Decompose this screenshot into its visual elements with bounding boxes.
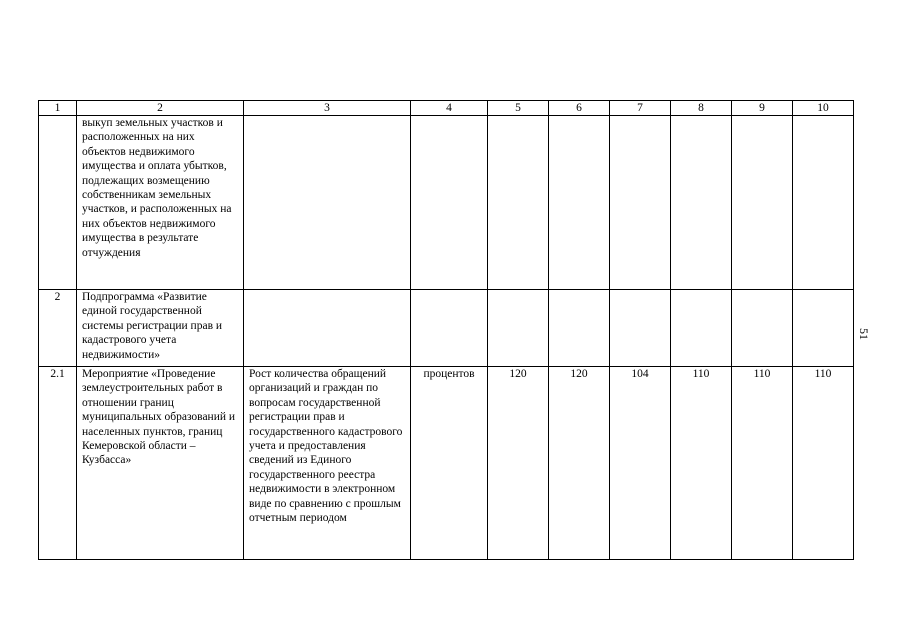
row-unit (411, 290, 488, 367)
row-indicator (244, 290, 411, 367)
row-number: 2.1 (39, 367, 77, 560)
header-cell-2: 2 (77, 101, 244, 116)
row-number: 2 (39, 290, 77, 367)
row-value: 104 (610, 367, 671, 560)
table-row (39, 116, 854, 290)
header-row (39, 101, 854, 116)
header-cell-10: 10 (793, 101, 854, 116)
header-cell-1: 1 (39, 101, 77, 116)
row-value (671, 290, 732, 367)
header-cell-8: 8 (671, 101, 732, 116)
row-name: выкуп земельных участков и расположенных на них объектов недвижимого имущества и оплата убытков, подлежащих возмещению собственникам земельных участков, и расположенных на них объектов недвижимого имущества в результате отчуждения (77, 116, 244, 290)
row-value (610, 290, 671, 367)
row-value (793, 116, 854, 290)
row-value (488, 290, 549, 367)
row-value (732, 116, 793, 290)
row-value (610, 116, 671, 290)
row-value: 110 (671, 367, 732, 560)
row-value (488, 116, 549, 290)
row-indicator (244, 116, 411, 290)
row-unit: процентов (411, 367, 488, 560)
row-name: Подпрограмма «Развитие единой государственной системы регистрации прав и кадастрового учета недвижимости» (77, 290, 244, 367)
row-value (549, 116, 610, 290)
header-cell-7: 7 (610, 101, 671, 116)
row-value: 110 (793, 367, 854, 560)
row-number (39, 116, 77, 290)
indicators-table (38, 100, 854, 560)
row-value (549, 290, 610, 367)
row-value (671, 116, 732, 290)
header-cell-5: 5 (488, 101, 549, 116)
table-row (39, 367, 854, 560)
row-value: 120 (549, 367, 610, 560)
row-name: Мероприятие «Проведение землеустроительных работ в отношении границ муниципальных образований и населенных пунктов, границ Кемеровской области – Кузбасса» (77, 367, 244, 560)
row-indicator: Рост количества обращений организаций и граждан по вопросам государственной регистрации прав и государственного кадастрового учета и предоставления сведений из Единого государственного реестра недвижимости в электронном виде по сравнению с прошлым отчетным периодом (244, 367, 411, 560)
row-value (793, 290, 854, 367)
table-row (39, 290, 854, 367)
header-cell-9: 9 (732, 101, 793, 116)
header-cell-4: 4 (411, 101, 488, 116)
row-value: 110 (732, 367, 793, 560)
row-value (732, 290, 793, 367)
row-unit (411, 116, 488, 290)
header-cell-3: 3 (244, 101, 411, 116)
header-cell-6: 6 (549, 101, 610, 116)
page-number: 51 (857, 328, 871, 340)
row-value: 120 (488, 367, 549, 560)
